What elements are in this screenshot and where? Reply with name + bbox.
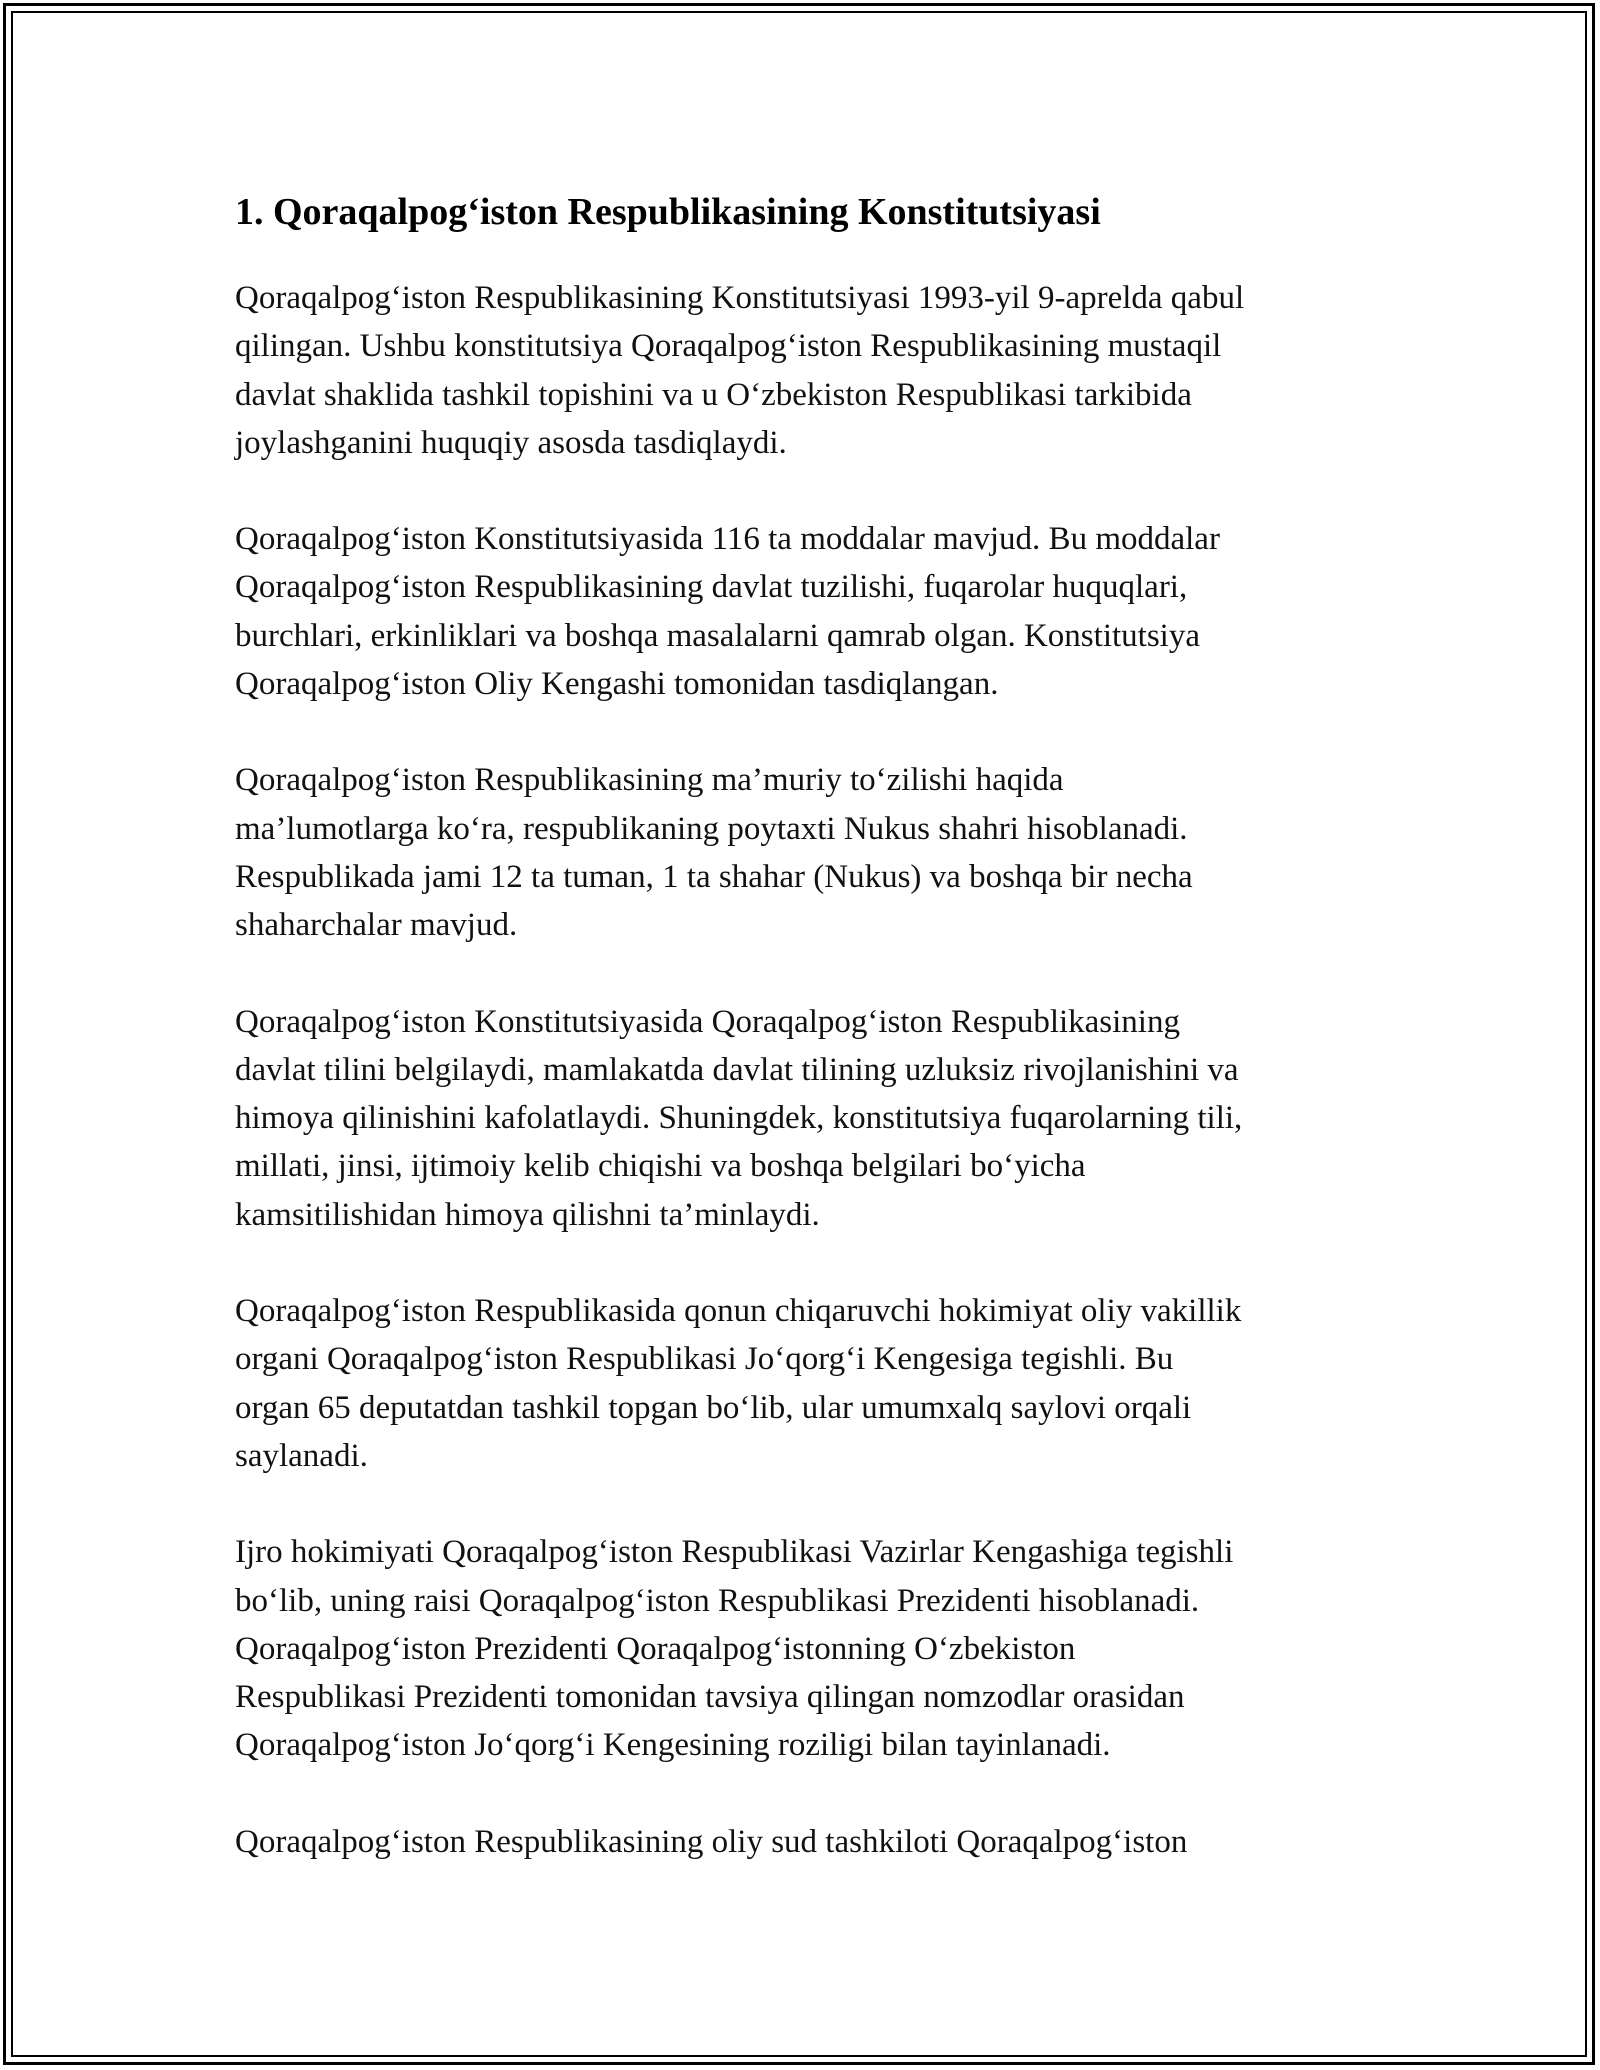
document-body [235,186,1375,1914]
paragraph-state-language: Qoraqalpog‘iston Konstitutsiyasida Qoraqalpog‘iston Respublikasining davlat tilini belgilaydi, mamlakatda davlat tilining uzluksiz rivojlanishini va himoya qilinishini kafolatlaydi. Shuningdek, konstitutsiya fuqarolarning tili, millati, jinsi, ijtimoiy kelib chiqishi va boshqa belgilari bo‘yicha kamsitilishidan himoya qilishni ta’minlaydi. [235,1003,1243,1233]
paragraph-executive-power: Ijro hokimiyati Qoraqalpog‘iston Respublikasi Vazirlar Kengashiga tegishli bo‘lib, uning raisi Qoraqalpog‘iston Respublikasi Prezidenti hisoblanadi. Qoraqalpog‘iston Prezidenti Qoraqalpog‘istonning O‘zbekiston Respublikasi Prezidenti tomonidan tavsiya qilingan nomzodlar orasidan Qoraqalpog‘iston Jo‘qorg‘i Kengesining roziligi bilan tayinlanadi. [235,1534,1234,1764]
paragraph-legislative-power: Qoraqalpog‘iston Respublikasida qonun chiqaruvchi hokimiyat oliy vakillik organi Qoraqalpog‘iston Respublikasi Jo‘qorg‘i Kengesiga tegishli. Bu organ 65 deputatdan tashkil topgan bo‘lib, ular umumxalq saylovi orqali saylanadi. [235,1293,1242,1474]
paragraph-adoption: Qoraqalpog‘iston Respublikasining Konstitutsiyasi 1993-yil 9-aprelda qabul qilingan. Ushbu konstitutsiya Qoraqalpog‘iston Respublikasining mustaqil davlat shaklida tashkil topishini va u O‘zbekiston Respublikasi tarkibida joylashganini huquqiy asosda tasdiqlaydi. [235,280,1245,461]
document-title: 1. Qoraqalpog‘iston Respublikasining Konstitutsiyasi [235,191,1101,233]
paragraph-judiciary: Qoraqalpog‘iston Respublikasining oliy sud tashkiloti Qoraqalpog‘iston [235,1823,1188,1860]
paragraph-articles: Qoraqalpog‘iston Konstitutsiyasida 116 ta moddalar mavjud. Bu moddalar Qoraqalpog‘iston Respublikasining davlat tuzilishi, fuqarolar huquqlari, burchlari, erkinliklari va boshqa masalalarni qamrab olgan. Konstitutsiya Qoraqalpog‘iston Oliy Kengashi tomonidan tasdiqlangan. [235,521,1220,703]
paragraph-administrative-structure: Qoraqalpog‘iston Respublikasining ma’muriy to‘zilishi haqida ma’lumotlarga ko‘ra, respublikaning poytaxti Nukus shahri hisoblanadi. Respublikada jami 12 ta tuman, 1 ta shahar (Nukus) va boshqa bir necha shaharchalar mavjud. [235,762,1193,944]
